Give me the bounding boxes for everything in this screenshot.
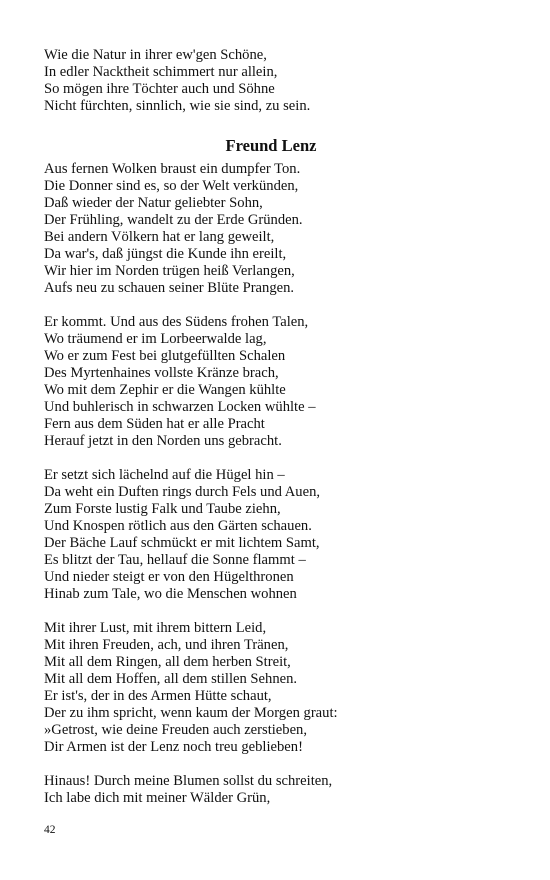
verse-line: Bei andern Völkern hat er lang geweilt, bbox=[44, 229, 275, 245]
verse-line: Ich labe dich mit meiner Wälder Grün, bbox=[44, 790, 271, 806]
stanza bbox=[44, 467, 514, 603]
verse-line: Mit all dem Hoffen, all dem stillen Sehnen. bbox=[44, 671, 298, 687]
verse-line: Und buhlerisch in schwarzen Locken wühlte – bbox=[44, 399, 316, 415]
page-content bbox=[44, 47, 514, 807]
verse-line: Hinaus! Durch meine Blumen sollst du schreiten, bbox=[44, 773, 333, 789]
verse-line: Dir Armen ist der Lenz noch treu geblieben! bbox=[44, 739, 303, 755]
verse-line: Der zu ihm spricht, wenn kaum der Morgen graut: bbox=[44, 705, 338, 721]
verse-line: Da weht ein Duften rings durch Fels und Auen, bbox=[44, 484, 321, 500]
verse-line: Er ist's, der in des Armen Hütte schaut, bbox=[44, 688, 272, 704]
page-number: 42 bbox=[44, 824, 56, 836]
verse-line: Wie die Natur in ihrer ew'gen Schöne, bbox=[44, 47, 267, 63]
verse-line: So mögen ihre Töchter auch und Söhne bbox=[44, 81, 275, 97]
verse-line: Wo mit dem Zephir er die Wangen kühlte bbox=[44, 382, 286, 398]
stanza bbox=[44, 314, 514, 450]
verse-line: Er setzt sich lächelnd auf die Hügel hin – bbox=[44, 467, 285, 483]
poem-body bbox=[44, 161, 514, 807]
verse-line: Mit ihren Freuden, ach, und ihren Tränen, bbox=[44, 637, 289, 653]
verse-line: Zum Forste lustig Falk und Taube ziehn, bbox=[44, 501, 281, 517]
verse-line: Er kommt. Und aus des Südens frohen Talen, bbox=[44, 314, 309, 330]
verse-line: Fern aus dem Süden hat er alle Pracht bbox=[44, 416, 265, 432]
verse-line: Aus fernen Wolken braust ein dumpfer Ton. bbox=[44, 161, 301, 177]
verse-line: In edler Nacktheit schimmert nur allein, bbox=[44, 64, 278, 80]
verse-line: Und Knospen rötlich aus den Gärten schauen. bbox=[44, 518, 312, 534]
verse-line: Wir hier im Norden trügen heiß Verlangen, bbox=[44, 263, 295, 279]
stanza bbox=[44, 47, 514, 115]
stanza bbox=[44, 620, 514, 756]
stanza bbox=[44, 773, 514, 807]
verse-line: Der Bäche Lauf schmückt er mit lichtem Samt, bbox=[44, 535, 320, 551]
verse-line: »Getrost, wie deine Freuden auch zerstieben, bbox=[44, 722, 307, 738]
previous-poem-ending bbox=[44, 47, 514, 115]
verse-line: Daß wieder der Natur geliebter Sohn, bbox=[44, 195, 263, 211]
verse-line: Nicht fürchten, sinnlich, wie sie sind, zu sein. bbox=[44, 98, 311, 114]
poem-title: Freund Lenz bbox=[225, 136, 317, 155]
verse-line: Da war's, daß jüngst die Kunde ihn ereilt, bbox=[44, 246, 287, 262]
verse-line: Und nieder steigt er von den Hügelthronen bbox=[44, 569, 294, 585]
verse-line: Des Myrtenhaines vollste Kränze brach, bbox=[44, 365, 279, 381]
verse-line: Mit all dem Ringen, all dem herben Streit, bbox=[44, 654, 291, 670]
verse-line: Der Frühling, wandelt zu der Erde Gründen. bbox=[44, 212, 303, 228]
verse-line: Die Donner sind es, so der Welt verkünden, bbox=[44, 178, 299, 194]
verse-line: Herauf jetzt in den Norden uns gebracht. bbox=[44, 433, 282, 449]
verse-line: Mit ihrer Lust, mit ihrem bittern Leid, bbox=[44, 620, 267, 636]
verse-line: Wo er zum Fest bei glutgefüllten Schalen bbox=[44, 348, 286, 364]
verse-line: Hinab zum Tale, wo die Menschen wohnen bbox=[44, 586, 297, 602]
verse-line: Wo träumend er im Lorbeerwalde lag, bbox=[44, 331, 267, 347]
verse-line: Es blitzt der Tau, hellauf die Sonne flammt – bbox=[44, 552, 306, 568]
stanza bbox=[44, 161, 514, 297]
verse-line: Aufs neu zu schauen seiner Blüte Prangen. bbox=[44, 280, 295, 296]
